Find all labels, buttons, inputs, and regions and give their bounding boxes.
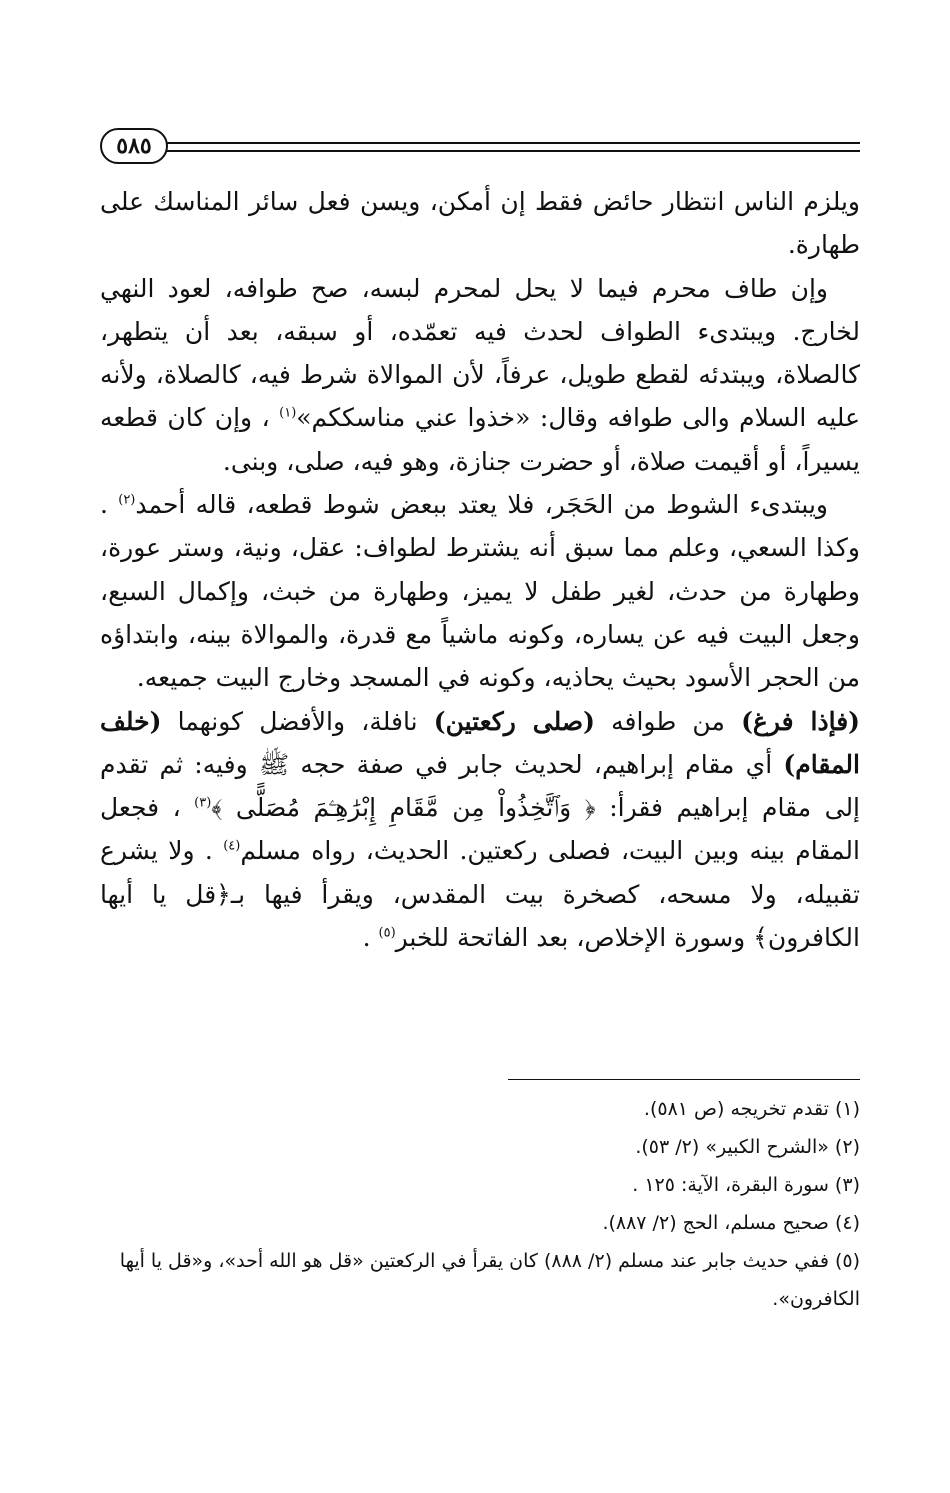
paragraph-4-text-5: . ولا يشرع تقبيله، ولا مسحه، كصخرة بيت المقدس، ويقرأ فيها بـ﴿قل يا أيها الكافرون﴾ وسورة الإخلاص، بعد الفاتحة للخبر [100, 836, 860, 953]
bold-phrase-two-rakahs: (صلى ركعتين) [433, 706, 595, 736]
footnote-ref-2[interactable]: (٢) [118, 492, 136, 508]
paragraph-4-text-6: . [362, 923, 379, 953]
main-text [100, 180, 860, 959]
paragraph-1 [100, 180, 860, 267]
paragraph-4-text-1: من طوافه [594, 706, 742, 736]
footnote-ref-4[interactable]: (٤) [223, 839, 241, 855]
bold-phrase-if-finished: (فإذا فرغ) [741, 706, 861, 736]
header-double-rule [166, 142, 860, 152]
footnote-ref-3[interactable]: (٣) [194, 795, 212, 811]
footnotes [100, 1090, 860, 1318]
quran-verse: ﴿ وَٱتَّخِذُواْ مِن مَّقَامِ إِبْرَٰهِـۧمَ مُصَلًّى ﴾ [211, 793, 596, 823]
footnote-ref-5[interactable]: (٥) [378, 925, 396, 941]
footnote-4: (٤) صحيح مسلم، الحج (٢/ ٨٨٧). [602, 1212, 860, 1234]
paragraph-4 [100, 700, 860, 960]
page-number: ٥٨٥ [100, 128, 168, 164]
page-header [100, 128, 860, 168]
paragraph-4-text-2: نافلة، والأفضل كونهما [161, 706, 434, 736]
bold-phrase-behind-maqam: (خلف المقام) [100, 706, 860, 779]
footnote-3: (٣) سورة البقرة، الآية: ١٢٥ . [632, 1174, 860, 1196]
paragraph-3-text-b: . وكذا السعي، وعلم مما سبق أنه يشترط لطواف: عقل، ونية، وستر عورة، وطهارة من حدث، لغير طفل لا يميز، وطهارة من خبث، وإكمال السبع، وجعل البيت فيه عن يساره، وكونه ماشياً مع قدرة، والموالاة بينه، وابتداؤه من الحجر الأسود بحيث يحاذيه، وكونه في المسجد وخارج البيت جميعه. [100, 490, 860, 693]
paragraph-2 [100, 267, 860, 483]
paragraph-1-text: ويلزم الناس انتظار حائض فقط إن أمكن، ويسن فعل سائر المناسك على طهارة. [100, 187, 860, 260]
paragraph-4-text-4: ، فجعل المقام بينه وبين البيت، فصلى ركعتين. الحديث، رواه مسلم [100, 793, 860, 866]
paragraph-2-text-a: وإن طاف محرم فيما لا يحل لمحرم لبسه، صح طوافه، لعود النهي لخارج. ويبتدىء الطواف لحدث فيه تعمّده، أو سبقه، بعد أن يتطهر، كالصلاة، ويبتدئه لقطع طويل، عرفاً، لأن الموالاة شرط فيه، كالصلاة، ولأنه عليه السلام والى طوافه وقال: «خذوا عني مناسككم» [100, 273, 860, 433]
footnote-5: (٥) ففي حديث جابر عند مسلم (٢/ ٨٨٨) كان يقرأ في الركعتين «قل هو الله أحد»، و«قل يا أيها الكافرون». [119, 1250, 860, 1310]
footnote-1: (١) تقدم تخريجه (ص ٥٨١). [643, 1098, 860, 1120]
footnote-2: (٢) «الشرح الكبير» (٢/ ٥٣). [635, 1136, 860, 1158]
paragraph-3-text-a: ويبتدىء الشوط من الحَجَر، فلا يعتد ببعض شوط قطعه، قاله أحمد [135, 490, 828, 520]
paragraph-3 [100, 483, 860, 699]
footnote-ref-1[interactable]: (١) [279, 406, 297, 422]
paragraph-2-text-b: ، وإن كان قطعه يسيراً، أو أقيمت صلاة، أو حضرت جنازة، وهو فيه، صلى، وبنى. [100, 403, 860, 476]
footnote-separator [508, 1079, 860, 1080]
paragraph-4-text-3: أي مقام إبراهيم، لحديث جابر في صفة حجه ﷺ وفيه: ثم تقدم إلى مقام إبراهيم فقرأ: [100, 749, 861, 823]
